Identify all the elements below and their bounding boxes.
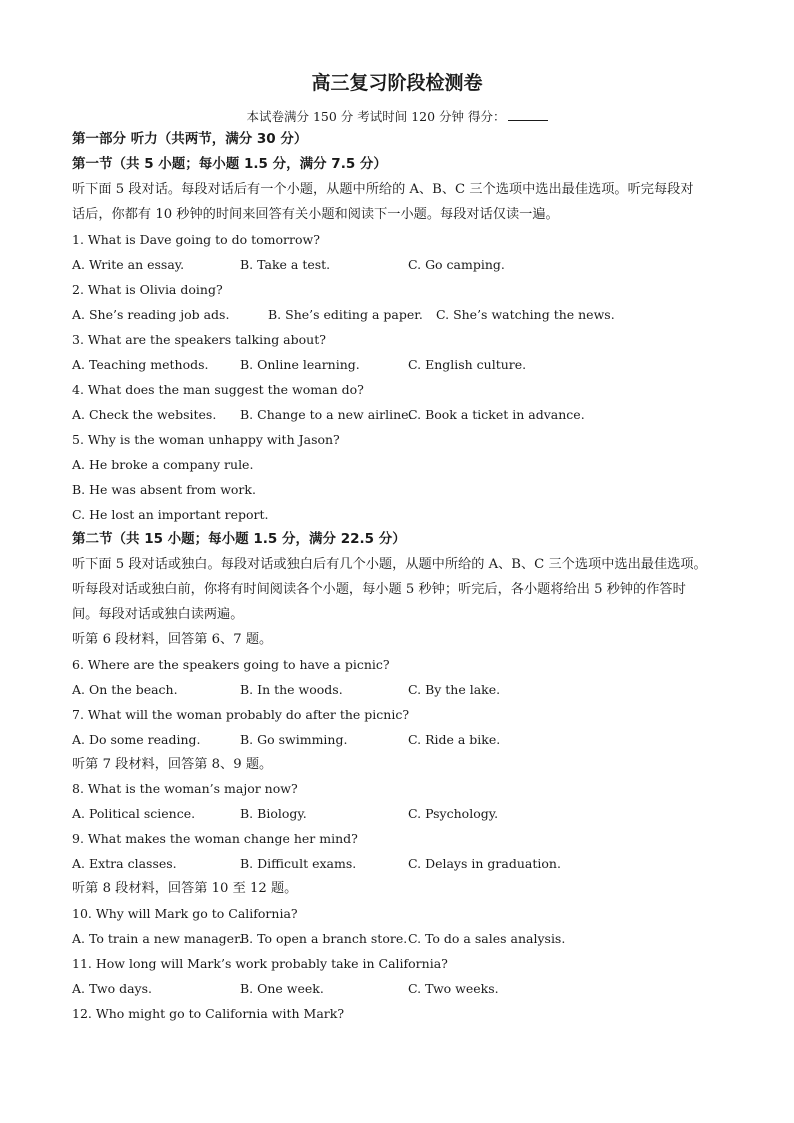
question-1-option-c: C. Go camping. bbox=[408, 257, 505, 272]
question-6-option-a: A. On the beach. bbox=[72, 682, 178, 697]
exam-info-text: 本试卷满分 150 分 考试时间 120 分钟 得分： bbox=[246, 109, 506, 124]
question-5-option-b: B. He was absent from work. bbox=[72, 482, 256, 497]
question-3-option-a: A. Teaching methods. bbox=[72, 357, 209, 372]
question-10-option-c: C. To do a sales analysis. bbox=[408, 931, 566, 946]
question-7-option-c: C. Ride a bike. bbox=[408, 732, 501, 747]
question-3: 3. What are the speakers talking about? bbox=[72, 332, 326, 347]
question-8-option-b: B. Biology. bbox=[240, 806, 307, 821]
part1-heading: 第一部分 听力（共两节，满分 30 分） bbox=[72, 131, 308, 147]
question-5-option-c: C. He lost an important report. bbox=[72, 507, 269, 522]
question-4-option-a: A. Check the websites. bbox=[72, 407, 217, 422]
material-6-note: 听第 6 段材料，回答第 6、7 题。 bbox=[72, 632, 273, 647]
question-1-option-b: B. Take a test. bbox=[240, 257, 331, 272]
material-7-note: 听第 7 段材料，回答第 8、9 题。 bbox=[72, 757, 273, 772]
question-9-option-c: C. Delays in graduation. bbox=[408, 856, 561, 871]
section2-instruction-line2: 听每段对话或独白前，你将有时间阅读各个小题，每小题 5 秒钟；听完后，各小题将给出 5 秒钟的作答时 bbox=[72, 582, 686, 597]
question-2: 2. What is Olivia doing? bbox=[72, 282, 223, 297]
question-11: 11. How long will Mark’s work probably take in California? bbox=[72, 956, 448, 971]
question-2-option-a: A. She’s reading job ads. bbox=[72, 307, 230, 322]
question-6: 6. Where are the speakers going to have a picnic? bbox=[72, 657, 390, 672]
document-title: 高三复习阶段检测卷 bbox=[311, 72, 483, 94]
question-9-option-a: A. Extra classes. bbox=[72, 856, 177, 871]
question-8: 8. What is the woman’s major now? bbox=[72, 781, 298, 796]
section2-heading: 第二节（共 15 小题；每小题 1.5 分，满分 22.5 分） bbox=[72, 531, 406, 547]
question-10-option-b: B. To open a branch store. bbox=[240, 931, 408, 946]
question-5-option-a: A. He broke a company rule. bbox=[72, 457, 254, 472]
question-3-option-b: B. Online learning. bbox=[240, 357, 360, 372]
question-10: 10. Why will Mark go to California? bbox=[72, 906, 298, 921]
question-11-option-c: C. Two weeks. bbox=[408, 981, 499, 996]
question-2-option-c: C. She’s watching the news. bbox=[436, 307, 615, 322]
section1-heading: 第一节（共 5 小题；每小题 1.5 分，满分 7.5 分） bbox=[72, 156, 387, 172]
question-10-option-a: A. To train a new manager. bbox=[72, 931, 243, 946]
question-4: 4. What does the man suggest the woman do? bbox=[72, 382, 364, 397]
section1-instruction-line2: 话后，你都有 10 秒钟的时间来回答有关小题和阅读下一小题。每段对话仅读一遍。 bbox=[72, 207, 559, 222]
section1-instruction-line1: 听下面 5 段对话。每段对话后有一个小题，从题中所给的 A、B、C 三个选项中选出最佳选项。听完每段对 bbox=[72, 182, 694, 197]
section2-instruction-line3: 间。每段对话或独白读两遍。 bbox=[72, 607, 244, 622]
question-8-option-c: C. Psychology. bbox=[408, 806, 499, 821]
question-4-option-c: C. Book a ticket in advance. bbox=[408, 407, 585, 422]
question-11-option-a: A. Two days. bbox=[72, 981, 152, 996]
question-12: 12. Who might go to California with Mark? bbox=[72, 1006, 345, 1021]
question-6-option-b: B. In the woods. bbox=[240, 682, 343, 697]
question-8-option-a: A. Political science. bbox=[72, 806, 196, 821]
question-7-option-a: A. Do some reading. bbox=[72, 732, 201, 747]
section2-instruction-line1: 听下面 5 段对话或独白。每段对话或独白后有几个小题，从题中所给的 A、B、C 三个选项中选出最佳选项。 bbox=[72, 557, 707, 572]
question-3-option-c: C. English culture. bbox=[408, 357, 527, 372]
material-8-note: 听第 8 段材料，回答第 10 至 12 题。 bbox=[72, 881, 298, 896]
question-9-option-b: B. Difficult exams. bbox=[240, 856, 357, 871]
question-7-option-b: B. Go swimming. bbox=[240, 732, 348, 747]
question-4-option-b: B. Change to a new airline. bbox=[240, 407, 413, 422]
question-5: 5. Why is the woman unhappy with Jason? bbox=[72, 432, 340, 447]
question-11-option-b: B. One week. bbox=[240, 981, 324, 996]
question-9: 9. What makes the woman change her mind? bbox=[72, 831, 358, 846]
question-6-option-c: C. By the lake. bbox=[408, 682, 501, 697]
question-2-option-b: B. She’s editing a paper. bbox=[268, 307, 423, 322]
question-7: 7. What will the woman probably do after the picnic? bbox=[72, 707, 410, 722]
question-1-option-a: A. Write an essay. bbox=[72, 257, 185, 272]
question-1: 1. What is Dave going to do tomorrow? bbox=[72, 232, 320, 247]
exam-info bbox=[0, 107, 794, 125]
score-blank bbox=[508, 108, 548, 121]
